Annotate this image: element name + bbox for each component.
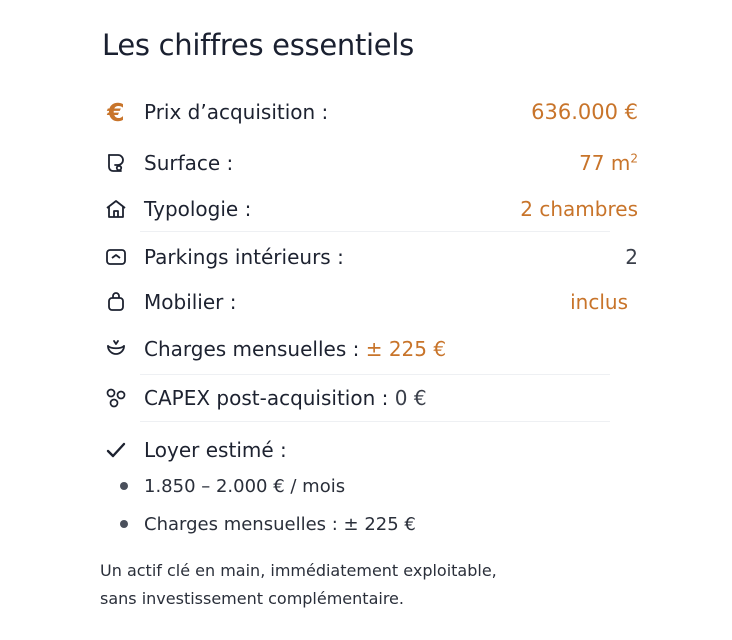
parkings-value: 2 — [625, 245, 638, 269]
parkings-label: Parkings intérieurs : — [144, 245, 344, 269]
row-capex — [102, 380, 638, 416]
list-item-rent-charges — [120, 510, 416, 538]
charges-icon — [102, 335, 130, 363]
furniture-icon — [102, 288, 130, 316]
typology-value: 2 chambres — [520, 197, 638, 221]
capex-value: 0 € — [394, 386, 427, 410]
surface-icon — [102, 149, 130, 177]
rent-charges-text: Charges mensuelles : ± 225 € — [144, 513, 416, 535]
furniture-value: inclus — [570, 290, 628, 314]
estimated-rent-label: Loyer estimé : — [144, 438, 287, 462]
closing-note — [100, 557, 660, 613]
typology-label: Typologie : — [144, 197, 252, 221]
row-typology — [102, 191, 638, 227]
rent-range-text: 1.850 – 2.000 € / mois — [144, 475, 346, 497]
row-estimated-rent — [102, 432, 638, 468]
furniture-label: Mobilier : — [144, 290, 237, 314]
divider — [140, 231, 610, 232]
closing-note-line1: Un actif clé en main, immédiatement exploitable, — [100, 561, 497, 580]
bullet-dot — [120, 482, 128, 490]
monthly-charges-label — [144, 337, 446, 361]
acquisition-price-value: 636.000 € — [531, 100, 638, 124]
divider — [140, 374, 610, 375]
row-surface — [102, 145, 638, 181]
house-icon — [102, 195, 130, 223]
row-monthly-charges — [102, 331, 638, 367]
euro-icon: € — [107, 97, 125, 127]
acquisition-price-label: Prix d’acquisition : — [144, 100, 329, 124]
monthly-charges-value: ± 225 € — [365, 337, 447, 361]
capex-icon — [102, 384, 130, 412]
bullet-dot — [120, 520, 128, 528]
surface-label: Surface : — [144, 151, 234, 175]
monthly-charges-text: Charges mensuelles : — [144, 337, 360, 361]
row-furniture — [102, 284, 638, 320]
surface-value — [579, 151, 638, 175]
row-acquisition-price — [102, 94, 638, 130]
divider — [140, 421, 610, 422]
parking-icon — [102, 243, 130, 271]
closing-note-line2: sans investissement complémentaire. — [100, 589, 404, 608]
checkmark-icon — [102, 436, 130, 464]
surface-value-sup: 2 — [630, 151, 638, 166]
list-item-rent-range — [120, 472, 345, 500]
capex-label — [144, 386, 427, 410]
surface-value-base: 77 m — [579, 151, 631, 175]
capex-text: CAPEX post-acquisition : — [144, 386, 389, 410]
section-title: Les chiffres essentiels — [102, 28, 414, 62]
row-parkings — [102, 239, 638, 275]
